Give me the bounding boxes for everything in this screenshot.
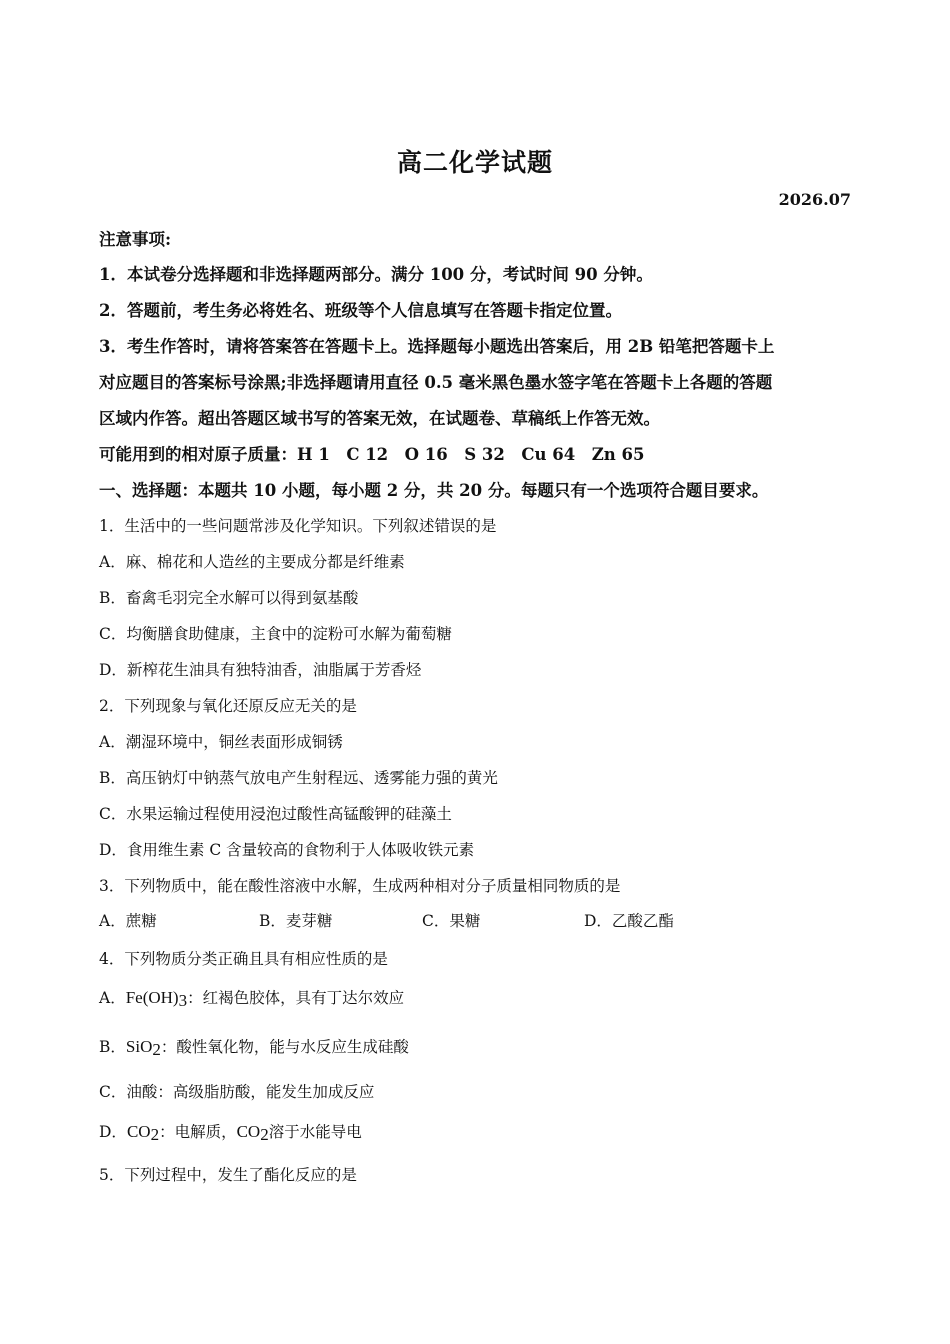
chem-subscript: 2 — [152, 1040, 161, 1059]
question-4-stem: 4．下列物质分类正确且具有相应性质的是 — [99, 950, 388, 968]
option-text-2: 溶于水能导电 — [268, 1123, 362, 1141]
chem-formula: CO — [126, 1122, 151, 1141]
question-3-option-b: B．麦芽糖 — [259, 912, 333, 930]
notice-item-3-line-1: 3．考生作答时，请将答案答在答题卡上。选择题每小题选出答案后，用 2B 铅笔把答题卡上 — [99, 337, 775, 356]
atomic-mass-line: 可能用到的相对原子质量：H 1 C 12 O 16 S 32 Cu 64 Zn 65 — [99, 445, 645, 464]
question-4-option-d — [99, 1120, 362, 1145]
option-text: ：酸性氧化物，能与水反应生成硅酸 — [160, 1038, 409, 1056]
notice-item-3-line-2: 对应题目的答案标号涂黑;非选择题请用直径 0.5 毫米黑色墨水签字笔在答题卡上各题的答题 — [99, 373, 773, 392]
question-4-option-a — [99, 986, 404, 1011]
question-3-stem: 3．下列物质中，能在酸性溶液中水解，生成两种相对分子质量相同物质的是 — [99, 877, 621, 895]
option-label: A． — [99, 989, 126, 1007]
question-1-stem: 1．生活中的一些问题常涉及化学知识。下列叙述错误的是 — [99, 517, 497, 535]
question-2-option-c: C．水果运输过程使用浸泡过酸性高锰酸钾的硅藻土 — [99, 805, 452, 823]
question-3-option-c: C．果糖 — [422, 912, 481, 930]
chem-formula: Fe(OH) — [125, 988, 179, 1007]
chem-formula-2: CO — [236, 1122, 261, 1141]
option-label: D． — [99, 1123, 127, 1141]
question-3-option-a: A．蔗糖 — [99, 912, 157, 930]
question-2-option-d: D．食用维生素 C 含量较高的食物利于人体吸收铁元素 — [99, 841, 475, 859]
notice-item-2: 2．答题前，考生务必将姓名、班级等个人信息填写在答题卡指定位置。 — [99, 301, 622, 320]
option-text: ：电解质， — [159, 1123, 237, 1141]
option-text: ：红褐色胶体，具有丁达尔效应 — [187, 989, 405, 1007]
question-2-option-a: A．潮湿环境中，铜丝表面形成铜锈 — [99, 733, 343, 751]
chem-subscript-2: 2 — [260, 1125, 269, 1144]
question-1-option-c: C．均衡膳食助健康，主食中的淀粉可水解为葡萄糖 — [99, 625, 452, 643]
exam-date: 2026.07 — [778, 190, 851, 209]
question-5-stem: 5．下列过程中，发生了酯化反应的是 — [99, 1166, 357, 1184]
question-2-stem: 2．下列现象与氧化还原反应无关的是 — [99, 697, 357, 715]
question-2-option-b: B．高压钠灯中钠蒸气放电产生射程远、透雾能力强的黄光 — [99, 769, 498, 787]
question-1-option-a: A．麻、棉花和人造丝的主要成分都是纤维素 — [99, 553, 405, 571]
question-4-option-b — [99, 1035, 409, 1060]
section-1-heading: 一、选择题：本题共 10 小题，每小题 2 分，共 20 分。每题只有一个选项符合题目要求。 — [99, 481, 769, 500]
notice-item-3-line-3: 区域内作答。超出答题区域书写的答案无效，在试题卷、草稿纸上作答无效。 — [99, 409, 660, 428]
chem-subscript: 3 — [178, 991, 188, 1010]
chem-formula: SiO — [125, 1037, 153, 1056]
page-title: 高二化学试题 — [396, 148, 553, 177]
question-3-option-d: D．乙酸乙酯 — [584, 912, 674, 930]
question-1-option-b: B．畜禽毛羽完全水解可以得到氨基酸 — [99, 589, 359, 607]
option-label: B． — [99, 1038, 126, 1056]
notice-heading: 注意事项: — [99, 230, 172, 249]
chem-subscript: 2 — [150, 1125, 160, 1144]
question-1-option-d: D．新榨花生油具有独特油香，油脂属于芳香烃 — [99, 661, 422, 679]
notice-item-1: 1．本试卷分选择题和非选择题两部分。满分 100 分，考试时间 90 分钟。 — [99, 265, 653, 284]
question-4-option-c: C．油酸：高级脂肪酸，能发生加成反应 — [99, 1083, 375, 1101]
